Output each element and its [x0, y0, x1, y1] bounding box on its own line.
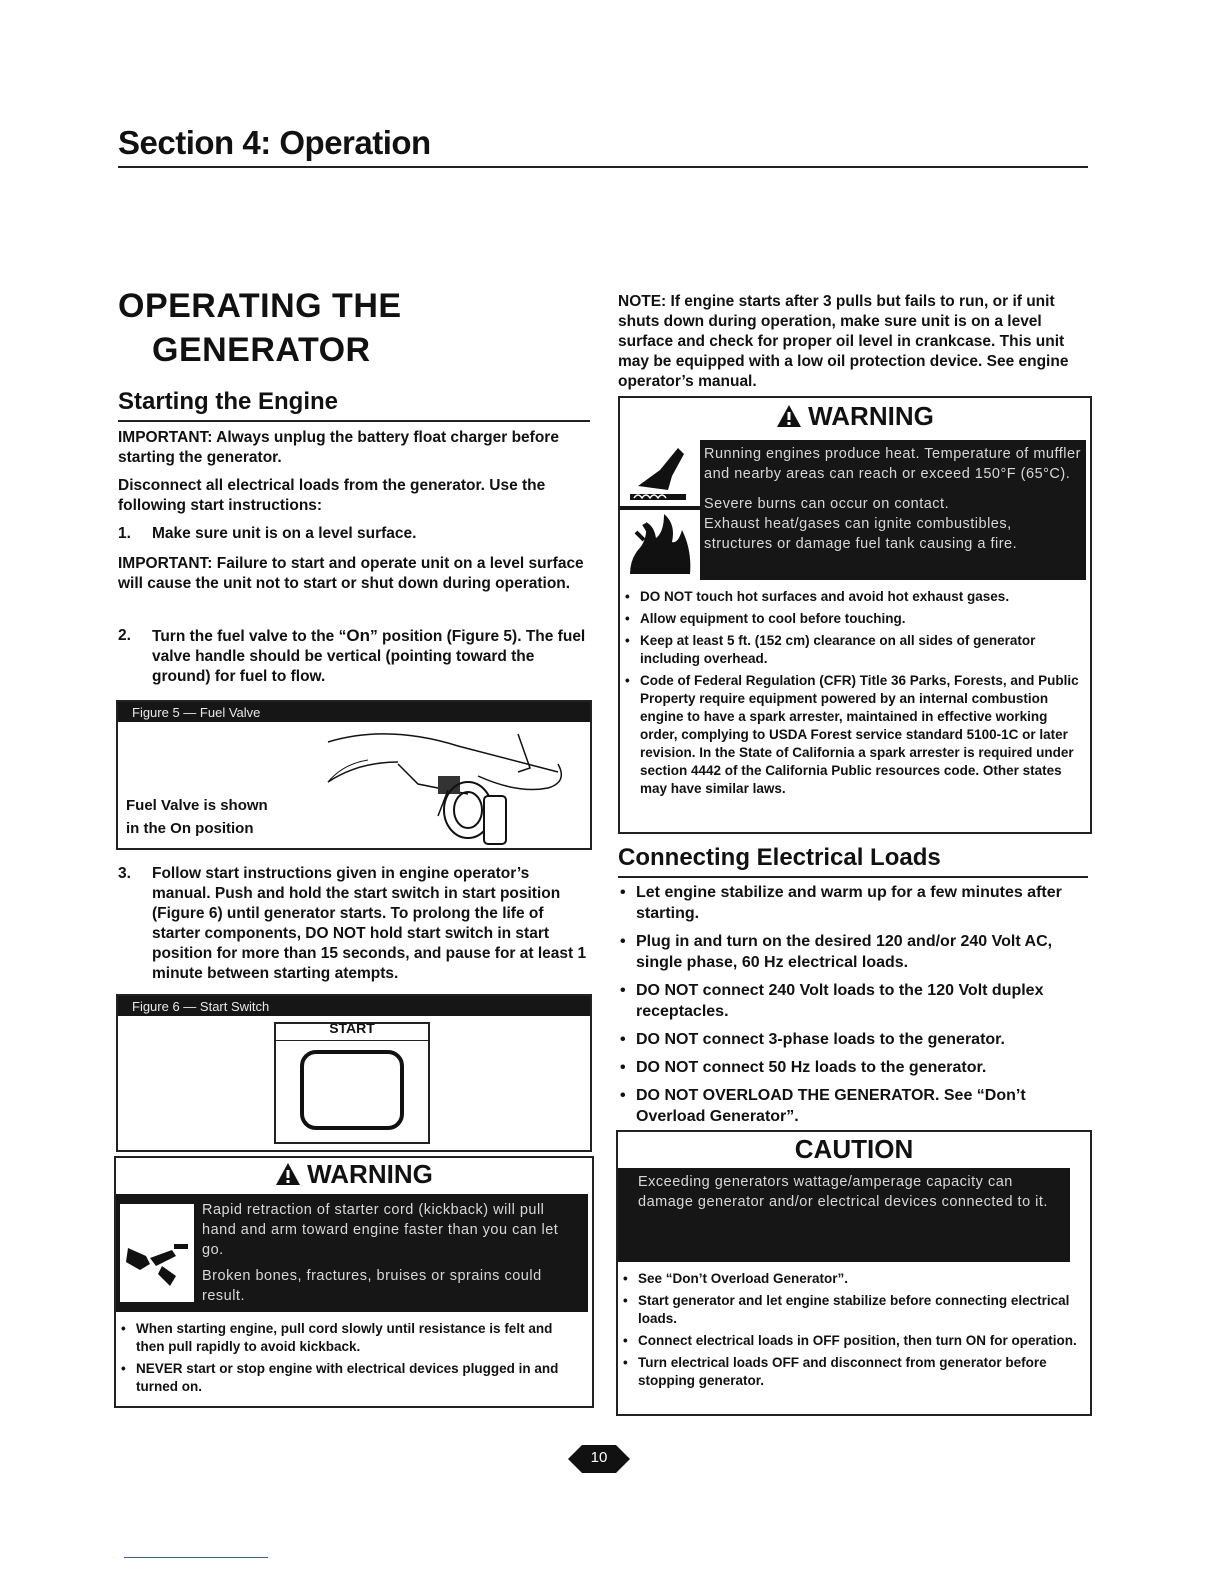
- subheading-rule: [618, 876, 1088, 878]
- hot-surface-pictogram: [620, 440, 700, 506]
- subheading-starting-engine: Starting the Engine: [118, 388, 339, 415]
- step-text: Follow start instructions given in engine operator’s manual. Push and hold the start switch in start position (Figure 6) until generator starts. To prolong the life of starter components, DO NOT hold start switch in start position for more than 15 seconds, and pause for at least 1 minute between starting atempts.: [152, 865, 587, 982]
- list-item: • DO NOT connect 50 Hz loads to the generator.: [616, 1057, 1088, 1078]
- warning-triangle-icon: [275, 1162, 301, 1186]
- important-label: IMPORTANT:: [118, 555, 213, 572]
- heat-warning-box: [618, 396, 1092, 834]
- overload-reference: See “Don’t Overload Generator”.: [636, 1087, 1026, 1125]
- warning-title: WARNING: [808, 401, 934, 431]
- important-battery: [118, 428, 588, 468]
- step-1: [118, 524, 588, 544]
- warning-text-3: Exhaust heat/gases can ignite combustibles, structures or damage fuel tank causing a fire.: [704, 516, 1018, 552]
- warning-dark-panel: [116, 1194, 588, 1312]
- section-title: Section 4: Operation: [118, 124, 431, 161]
- page-heading: [118, 284, 402, 372]
- hand-kickback-icon: [120, 1204, 194, 1302]
- warning-header: [620, 398, 1090, 436]
- caution-bullets: [618, 1270, 1082, 1394]
- list-item: • Code of Federal Regulation (CFR) Title 36 Parks, Forests, and Public Property require equipment powered by an internal combustion engine to have a spark arrester, maintained in effective working order, complying to USDA Forest service standard 5100-1C or later revision. In the State of California a spark arrester is required under section 4442 of the California Public resources code. Other states may have similar laws.: [620, 672, 1082, 798]
- figure-caption: Figure 6 — Start Switch: [118, 996, 590, 1016]
- section-rule: [118, 166, 1088, 168]
- overload-emphasis: DO NOT OVERLOAD THE GENERATOR.: [636, 1087, 940, 1104]
- warning-dark-panel: [620, 440, 1086, 580]
- subheading-rule: [118, 420, 590, 422]
- heading-line-2: GENERATOR: [152, 331, 371, 369]
- load-bullets: [616, 882, 1088, 1134]
- step-number: 2.: [118, 627, 131, 644]
- step-text: [152, 626, 588, 687]
- fire-pictogram: [620, 510, 700, 580]
- caution-text: Exceeding generators wattage/amperage capacity can damage generator and/or electrical devices connected to it.: [618, 1168, 1070, 1262]
- warning-text-1: Rapid retraction of starter cord (kickback) will pull hand and arm toward engine faster than you can let go.: [202, 1202, 559, 1258]
- list-item: • Let engine stabilize and warm up for a few minutes after starting.: [616, 882, 1088, 924]
- caution-title: CAUTION: [794, 1134, 914, 1164]
- heading-line-1: OPERATING THE: [118, 287, 402, 325]
- list-item: • Start generator and let engine stabilize before connecting electrical loads.: [618, 1292, 1082, 1328]
- warning-bullets: [116, 1320, 582, 1400]
- note-text: If engine starts after 3 pulls but fails to run, or if unit shuts down during operation, make sure unit is on a level surface and check for proper oil level in crankcase. This unit may be equipped with a low oil protection device. See engine operator’s manual.: [618, 293, 1069, 390]
- list-item: • DO NOT connect 240 Volt loads to the 120 Volt duplex receptacles.: [616, 980, 1088, 1022]
- note-paragraph: [618, 292, 1090, 392]
- warning-bullets: [620, 588, 1082, 802]
- warning-text-2: Severe burns can occur on contact.: [704, 496, 950, 512]
- important-text: Always unplug the battery float charger before starting the generator.: [118, 429, 559, 466]
- list-item: • Keep at least 5 ft. (152 cm) clearance on all sides of generator including overhead.: [620, 632, 1082, 668]
- figure-caption: Figure 5 — Fuel Valve: [118, 702, 590, 722]
- step-text: Make sure unit is on a level surface.: [152, 525, 417, 542]
- page-number-badge: [568, 1445, 630, 1473]
- kickback-pictogram: [120, 1204, 194, 1302]
- note-label: NOTE:: [618, 293, 667, 310]
- footer-line: [124, 1557, 268, 1558]
- list-item: • When starting engine, pull cord slowly until resistance is felt and then pull rapidly to avoid kickback.: [116, 1320, 582, 1356]
- warning-triangle-icon: [776, 404, 802, 428]
- important-text: Failure to start and operate unit on a level surface will cause the unit not to start or shut down during operation.: [118, 555, 584, 592]
- warning-title: WARNING: [307, 1159, 433, 1189]
- warning-text-1: Running engines produce heat. Temperature of muffler and nearby areas can reach or exceed 150°F (65°C).: [704, 446, 1081, 482]
- list-item: • Turn electrical loads OFF and disconnect from generator before stopping generator.: [618, 1354, 1082, 1390]
- list-item: • Connect electrical loads in OFF position, then turn ON for operation.: [618, 1332, 1082, 1350]
- page-number: 10: [590, 1449, 608, 1466]
- fuel-valve-illustration: [268, 724, 588, 846]
- figure-label-line: in the On position: [126, 820, 254, 837]
- start-switch-button: [300, 1050, 404, 1130]
- list-item: • Plug in and turn on the desired 120 and/or 240 Volt AC, single phase, 60 Hz electrical loads.: [616, 931, 1088, 973]
- warning-header: [116, 1158, 592, 1192]
- step-number: 3.: [118, 865, 131, 882]
- figure-label-line: Fuel Valve is shown: [126, 797, 268, 814]
- disconnect-text: Disconnect all electrical loads from the generator. Use the following start instructions:: [118, 477, 546, 514]
- important-level: [118, 554, 590, 594]
- figure-6: [116, 994, 592, 1152]
- list-item: • See “Don’t Overload Generator”.: [618, 1270, 1082, 1288]
- step-3: [118, 864, 588, 984]
- on-emphasis: On: [346, 626, 370, 645]
- list-item: • DO NOT connect 3-phase loads to the generator.: [616, 1029, 1088, 1050]
- start-label-rule: [276, 1040, 428, 1041]
- warning-text: [704, 444, 1082, 554]
- list-item: • DO NOT touch hot surfaces and avoid hot exhaust gases.: [620, 588, 1082, 606]
- hot-surface-icon: [620, 440, 700, 506]
- start-switch-panel: [274, 1022, 430, 1144]
- list-item: • NEVER start or stop engine with electrical devices plugged in and turned on.: [116, 1360, 582, 1396]
- kickback-warning-box: [114, 1156, 594, 1408]
- step-number: 1.: [118, 525, 131, 542]
- step-text-part: ” position (Figure 5). The fuel valve handle should be vertical (pointing toward the ground) for fuel to flow.: [152, 628, 586, 685]
- caution-box: [616, 1130, 1092, 1416]
- list-item: [616, 1085, 1088, 1127]
- warning-text-2: Broken bones, fractures, bruises or sprains could result.: [202, 1268, 542, 1304]
- important-label: IMPORTANT:: [118, 429, 213, 446]
- start-label: START: [329, 1020, 375, 1036]
- step-text-part: Turn the fuel valve to the “: [152, 628, 347, 645]
- step-2: [118, 626, 588, 687]
- subheading-connecting-loads: Connecting Electrical Loads: [618, 844, 941, 871]
- fire-icon: [620, 510, 700, 580]
- figure-5-label: [126, 794, 268, 840]
- figure-5: [116, 700, 592, 850]
- list-item: • Allow equipment to cool before touching.: [620, 610, 1082, 628]
- warning-text: [202, 1200, 582, 1306]
